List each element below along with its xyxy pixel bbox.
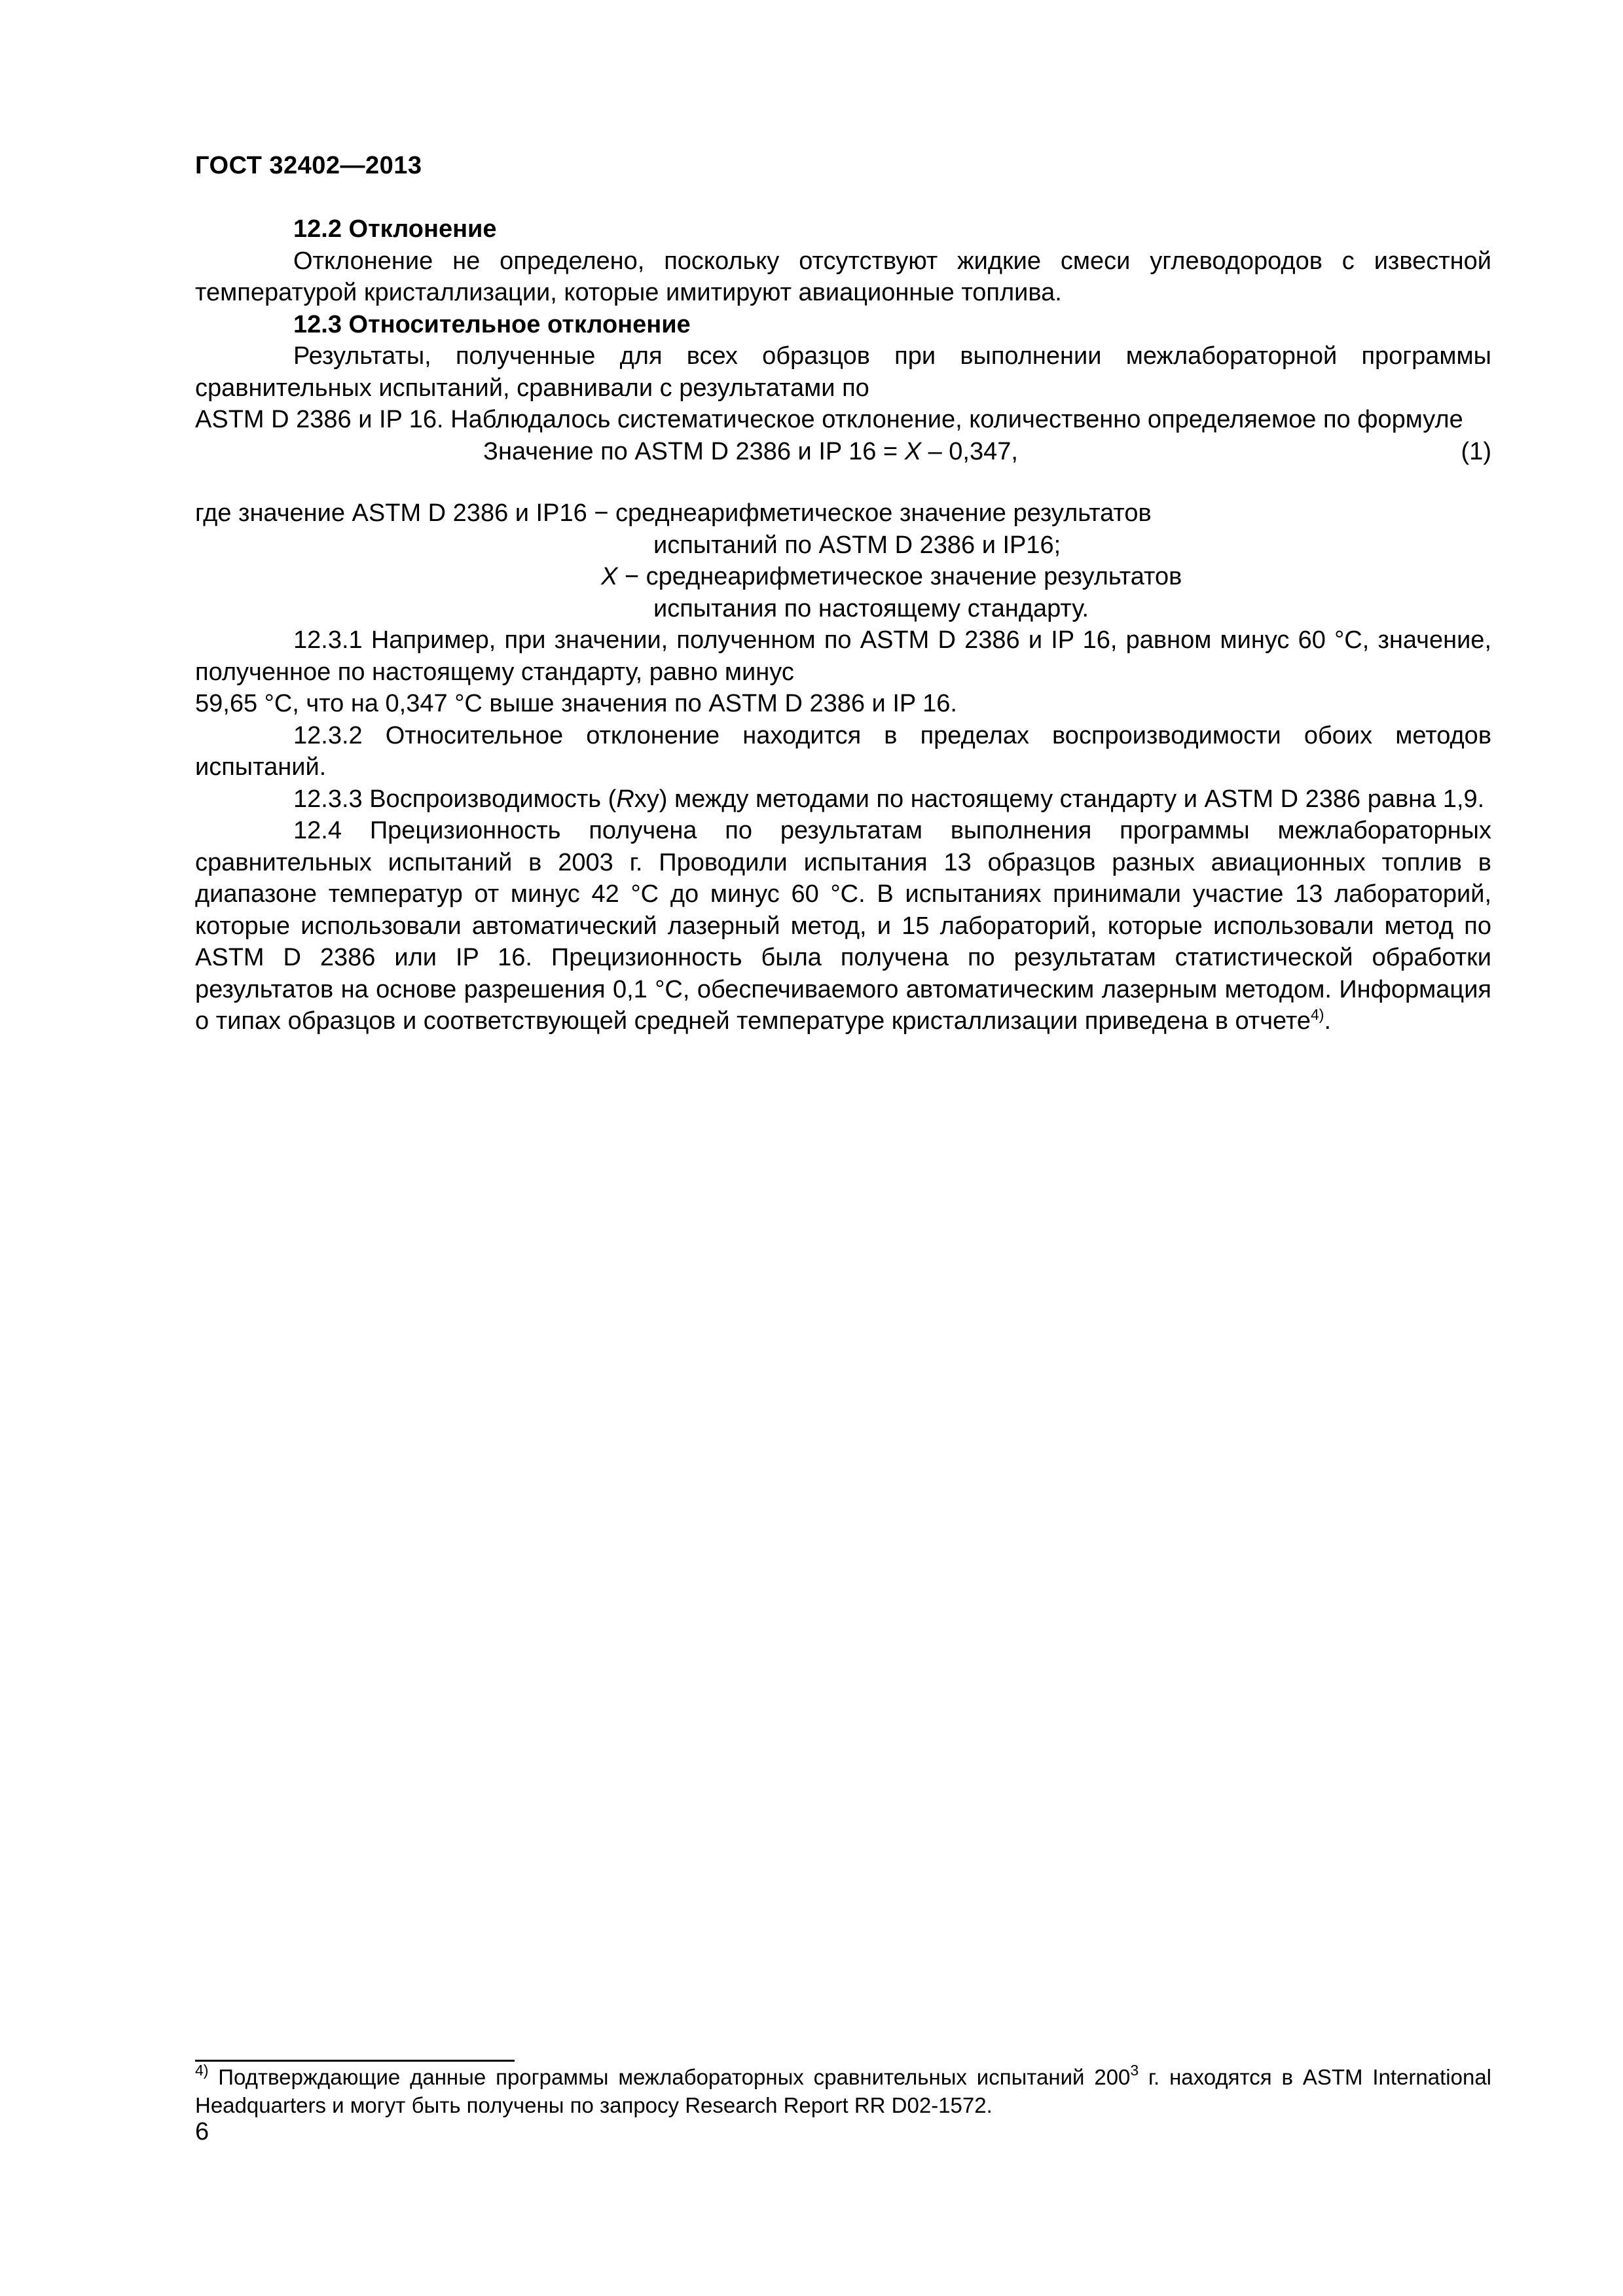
section-12-3-3-after: xy) между методами по настоящему стандарту и ASTM D 2386 равна 1,9. <box>634 785 1485 813</box>
section-12-4-body: 12.4 Прецизионность получена по результатам выполнения программы межлабораторных сравнительных испытаний в 2003 г. Проводили испытания 13 образцов разных авиационных топлив в диапазоне температур от минус 42 °С до минус 60 °С. В испытаниях принимали участие 13 лабораторий, которые использовали автоматический лазерный метод, и 15 лабораторий, которые использовали метод по ASTM D 2386 или IP 16. Прецизионность была получена по результатам статистической обработки результатов на основе разрешения 0,1 °С, обеспечиваемого автоматическим лазерным методом. Информация о типах образцов и соответствующей средней температуре кристаллизации приведена в отчете <box>195 817 1491 1035</box>
footnote <box>195 2063 1491 2119</box>
section-12-2-heading: 12.2 Отклонение <box>293 215 497 243</box>
footnote-superscript: 3 <box>1130 2062 1139 2079</box>
standard-header: ГОСТ 32402—2013 <box>195 152 422 179</box>
document-page <box>195 0 1491 2296</box>
section-12-3-text-line2: ASTM D 2386 и IP 16. Наблюдалось систематическое отклонение, количественно определяемое по формуле <box>195 406 1463 433</box>
where-line-2: испытаний по ASTM D 2386 и IP16; <box>653 531 1061 559</box>
where-line-1: где значение ASTM D 2386 и IP16 − среднеарифметическое значение результатов <box>195 499 1152 527</box>
spacer <box>195 467 1491 497</box>
footnote-text <box>195 2063 1491 2119</box>
footnote-marker: 4) <box>195 2062 209 2079</box>
where-line-4: испытания по настоящему стандарту. <box>653 594 1089 622</box>
section-12-4-text <box>195 815 1491 1037</box>
where-x-variable: X <box>601 563 618 590</box>
where-line-3 <box>195 561 1491 593</box>
where-x-text: − среднеарифметическое значение результатов <box>617 563 1182 590</box>
document-body <box>195 213 1491 1037</box>
section-12-3-3-text <box>195 783 1491 816</box>
footnote-divider <box>195 2060 515 2062</box>
formula-suffix: – 0,347, <box>921 437 1018 465</box>
section-12-3-2-text: 12.3.2 Относительное отклонение находится в пределах воспроизводимости обоих методов испытаний. <box>195 721 1491 781</box>
section-12-3-3-before: 12.3.3 Воспроизводимость ( <box>293 785 617 813</box>
section-12-2-text: Отклонение не определено, поскольку отсутствуют жидкие смеси углеводородов с известной температурой кристаллизации, которые имитируют авиационные топлива. <box>195 247 1491 306</box>
formula-prefix: Значение по ASTM D 2386 и IP 16 = <box>483 437 905 465</box>
formula <box>483 436 1018 468</box>
section-12-3-1-line1: 12.3.1 Например, при значении, полученном по ASTM D 2386 и IP 16, равном минус 60 °С, значение, полученное по настоящему стандарту, равно минус <box>195 626 1491 686</box>
footnote-reference[interactable]: 4) <box>1310 1006 1324 1023</box>
footnote-part2: г. находятся в ASTM International Headquarters и могут быть получены по запросу Research Report RR D02-1572. <box>195 2065 1492 2117</box>
r-variable: R <box>616 785 634 813</box>
section-12-3-1-line2: 59,65 °С, что на 0,347 °С выше значения по ASTM D 2386 и IP 16. <box>195 690 957 717</box>
section-12-3-text-line1: Результаты, полученные для всех образцов при выполнении межлабораторной программы сравнительных испытаний, сравнивали с результатами по <box>195 342 1491 402</box>
formula-variable: X <box>904 437 922 465</box>
section-12-3-heading: 12.3 Относительное отклонение <box>293 310 691 338</box>
page-number: 6 <box>195 2118 210 2145</box>
section-12-4-end: . <box>1324 1007 1331 1035</box>
formula-row <box>195 436 1491 468</box>
footnote-part1: Подтверждающие данные программы межлабораторных сравнительных испытаний 200 <box>208 2065 1131 2089</box>
formula-number: (1) <box>1461 437 1491 465</box>
